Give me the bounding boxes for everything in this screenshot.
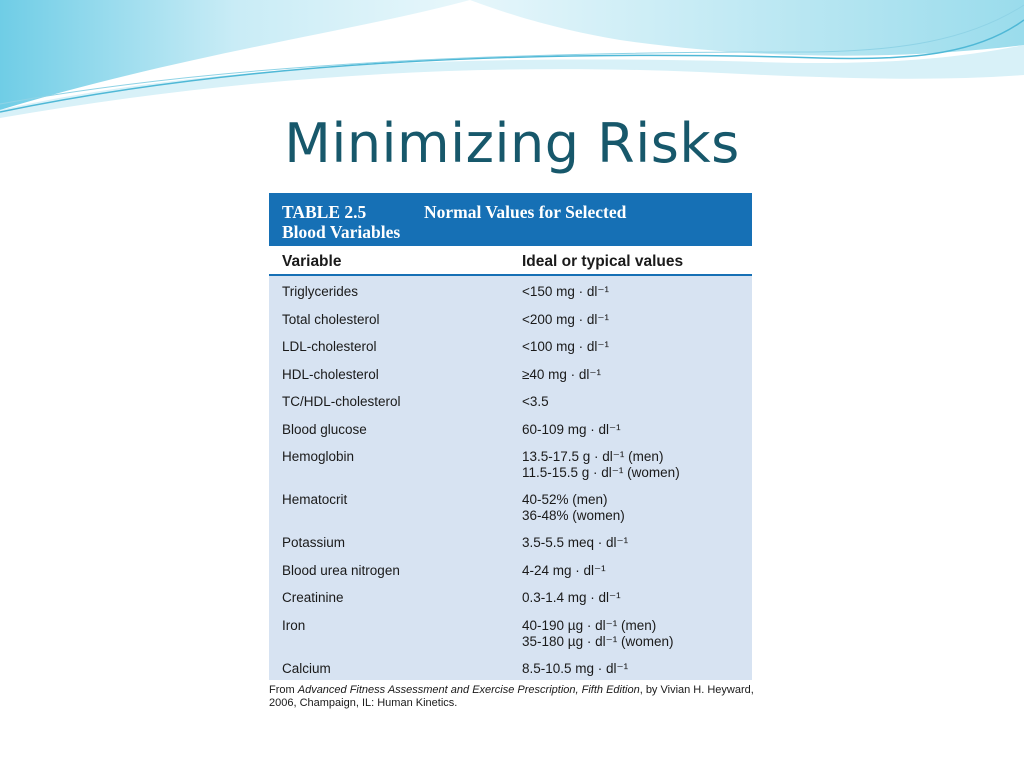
value-cell: [522, 449, 680, 481]
table-caption-line2: Blood Variables: [282, 222, 401, 242]
source-prefix: From: [269, 684, 298, 696]
table-body: [269, 276, 752, 680]
variable-cell: Triglycerides: [282, 284, 359, 299]
value-line: 3.5-5.5 meq · dl⁻¹: [522, 535, 629, 550]
source-book-title: Advanced Fitness Assessment and Exercise Prescription, Fifth Edition: [297, 684, 640, 696]
value-cell: [522, 284, 609, 300]
value-cell: [522, 394, 549, 410]
value-cell: [522, 661, 628, 677]
value-cell: [522, 492, 625, 524]
value-line: 35-180 µg · dl⁻¹ (women): [522, 634, 674, 649]
column-header-values: Ideal or typical values: [522, 253, 684, 270]
value-cell: [522, 339, 609, 355]
table-source-citation: [269, 684, 759, 710]
value-line: 0.3-1.4 mg · dl⁻¹: [522, 590, 621, 605]
value-line: 40-52% (men): [522, 492, 608, 507]
value-cell: [522, 312, 609, 328]
value-line: ≥40 mg · dl⁻¹: [522, 367, 602, 382]
variable-cell: Creatinine: [282, 590, 344, 605]
table-number: TABLE 2.5: [282, 202, 367, 222]
value-line: <200 mg · dl⁻¹: [522, 312, 610, 327]
value-cell: [522, 422, 621, 438]
variable-cell: Iron: [282, 618, 306, 633]
table-caption: [269, 193, 752, 246]
value-line: 40-190 µg · dl⁻¹ (men): [522, 618, 657, 633]
value-line: 60-109 mg · dl⁻¹: [522, 422, 621, 437]
slide-title: Minimizing Risks: [284, 112, 740, 175]
variable-cell: Hemoglobin: [282, 449, 355, 464]
value-cell: [522, 535, 628, 551]
variable-cell: Total cholesterol: [282, 312, 380, 327]
variable-cell: Hematocrit: [282, 492, 348, 507]
value-cell: [522, 590, 621, 606]
source-details: , by Vivian H. Heyward, 2006, Champaign, IL: Human Kinetics.: [269, 684, 754, 709]
value-line: <3.5: [522, 394, 549, 409]
value-line: 8.5-10.5 mg · dl⁻¹: [522, 661, 629, 676]
value-line: 11.5-15.5 g · dl⁻¹ (women): [522, 465, 680, 480]
variable-cell: TC/HDL-cholesterol: [282, 394, 401, 409]
variable-cell: Blood urea nitrogen: [282, 563, 400, 578]
value-line: <150 mg · dl⁻¹: [522, 284, 610, 299]
value-cell: [522, 618, 673, 650]
variable-cell: Potassium: [282, 535, 346, 550]
column-header-variable: Variable: [282, 253, 342, 270]
variable-cell: HDL-cholesterol: [282, 367, 379, 382]
variable-cell: Blood glucose: [282, 422, 367, 437]
blood-variables-table: [262, 190, 768, 722]
value-cell: [522, 367, 601, 383]
value-line: <100 mg · dl⁻¹: [522, 339, 610, 354]
value-line: 13.5-17.5 g · dl⁻¹ (men): [522, 449, 664, 464]
table-caption-line1: Normal Values for Selected: [424, 202, 627, 222]
value-line: 36-48% (women): [522, 508, 625, 523]
value-line: 4-24 mg · dl⁻¹: [522, 563, 606, 578]
variable-cell: Calcium: [282, 661, 331, 676]
variable-cell: LDL-cholesterol: [282, 339, 377, 354]
value-cell: [522, 563, 606, 579]
table-column-header: [269, 246, 752, 276]
header-swoosh-decoration: [0, 0, 1024, 130]
